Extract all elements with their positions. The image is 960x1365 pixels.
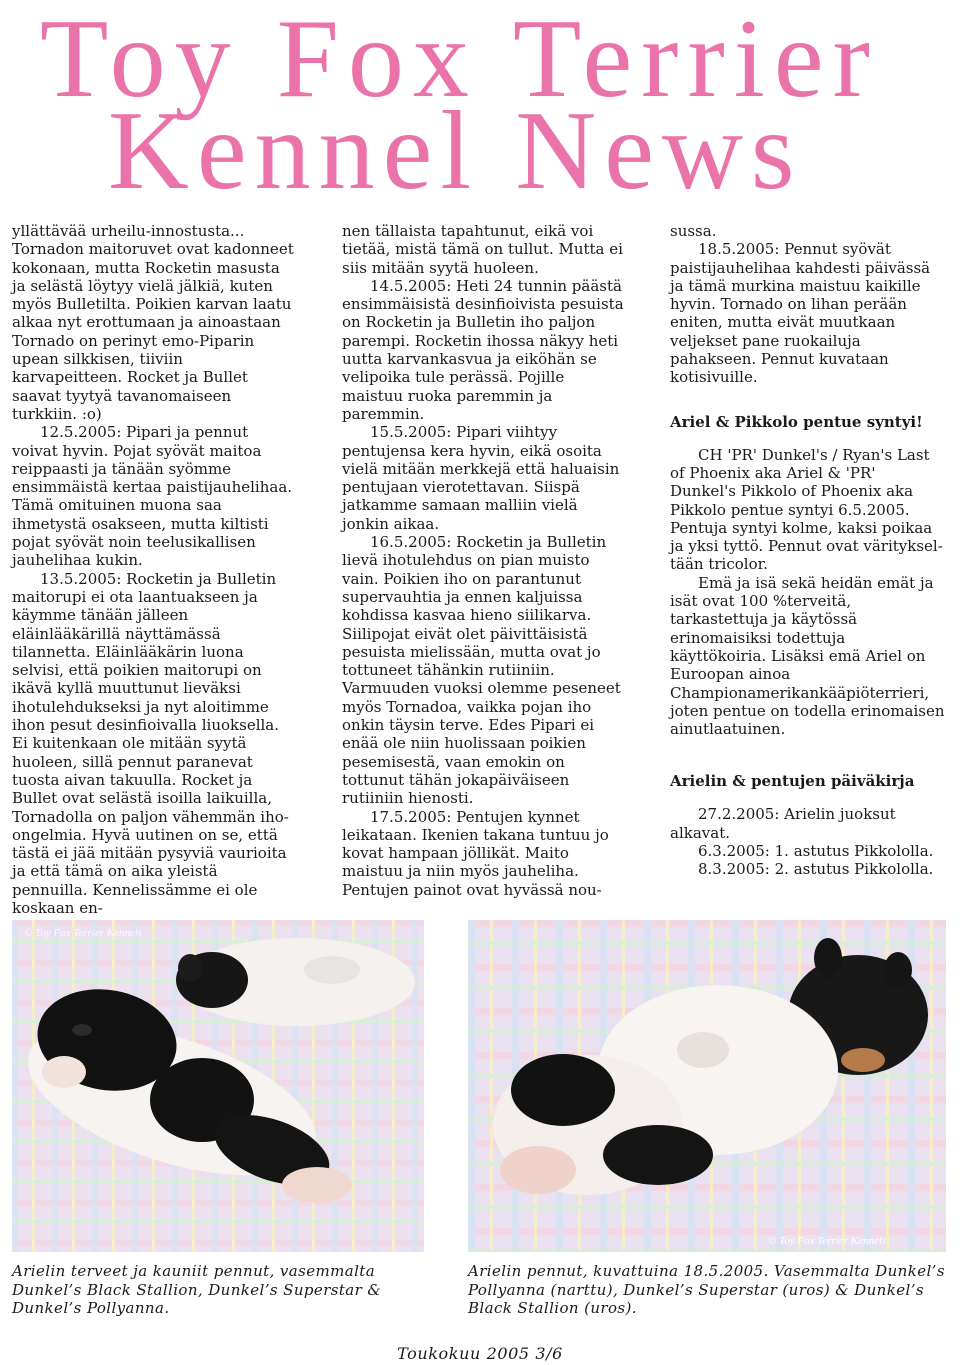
section-heading-diary: Arielin & pentujen päiväkirja (670, 772, 915, 791)
photo-caption-right: Arielin pennut, kuvattuina 18.5.2005. Vasemmalta Dunkel’s Pollyanna (narttu), Dunkel’s Superstar (uros) & Dunkel’s Black Stallion (uros). (468, 1262, 945, 1317)
masthead-line-1: Toy Fox Terrier (40, 0, 879, 121)
column2-paragraph: 14.5.2005: Heti 24 tunnin päästä ensimmäisistä desinfioivista pesuista on Rocketin ja Bulletin iho paljon parempi. Rocketin ihossa näkyy heti uutta karvankasvua ja eiköhän se velipoika tule perässä. Pojille maistuu ruoka paremmin ja paremmin. (342, 276, 624, 423)
diary-entry: 27.2.2005: Arielin juoksut alkavat. (670, 805, 896, 842)
photo-caption-left: Arielin terveet ja kauniit pennut, vasemmalta Dunkel’s Black Stallion, Dunkel’s Superstar & Dunkel’s Pollyanna. (12, 1262, 382, 1317)
column1-paragraph: 13.5.2005: Rocketin ja Bulletin maitorupi ei ota laantuakseen ja käymme tänään jälleen eläinlääkärillä näyttämässä tilannetta. Eläinlääkärin luona selvisi, että poikien maitorupi on ikävä kyllä muuttunut lieväksi ihotulehdukseksi ja nyt aloitimme ihon pesut desinfioivalla liuoksella. Ei kuitenkaan ole mitään syytä huoleen, sillä pennut paranevat tuosta aivan takuulla. Rocket ja Bullet ovat selästä isoilla laikuilla, Tornadolla on paljon vähemmän iho-ongelmia. Hyvä uutinen on se, että tästä ei jää mitään pysyviä vaurioita ja että tämä on aika yleistä pennuilla. Kennelissämme ei ole koskaan en- (12, 569, 289, 917)
article-column-3 (670, 222, 946, 879)
puppies-illustration (12, 920, 424, 1252)
article-column-1 (12, 222, 294, 917)
column1-paragraph: 12.5.2005: Pipari ja pennut voivat hyvin. Pojat syövät maitoa reippaasti ja tänään syömme ensimmäistä kertaa paistijauhelihaa. Tämä omituinen muona saa ihmetystä osakseen, mutta kiltisti pojat syövät noin teelusikallisen jauhelihaa kukin. (12, 423, 293, 570)
column3-paragraph: CH 'PR' Dunkel's / Ryan's Last of Phoenix aka Ariel & 'PR' Dunkel's Pikkolo of Phoenix aka Pikkolo pentue syntyi 6.5.2005. Pentuja syntyi kolme, kaksi poikaa ja yksi tyttö. Pennut ovat väritykseltään tricolor. (670, 445, 943, 574)
column2-paragraph: 15.5.2005: Pipari viihtyy pentujensa kera hyvin, eikä osoita vielä mitään merkkejä että haluaisin pentujaan vierotettavan. Siispä jatkamme samaan malliin vielä jonkin aikaa. (342, 423, 620, 533)
masthead-line-2: Kennel News (108, 89, 803, 213)
page-footer: Toukokuu 2005 3/6 (397, 1344, 563, 1363)
diary-entry: 6.3.2005: 1. astutus Pikkololla. (698, 842, 934, 861)
photo-watermark: © Toy Fox Terrier Kennels (24, 927, 143, 939)
column3-paragraph: 18.5.2005: Pennut syövät paistijauhelihaa kahdesti päivässä ja tämä murkina maistuu kaikille hyvin. Tornado on lihan perään eniten, mutta eivät muutkaan veljekset pane ruokailuja pahakseen. Pennut kuvataan kotisivuille. (670, 240, 931, 387)
photo-watermark: © Toy Fox Terrier Kennels (768, 1235, 887, 1247)
column2-paragraph: 16.5.2005: Rocketin ja Bulletin lievä ihotulehdus on pian muisto vain. Poikien iho on parantunut supervauhtia ja ennen kaljuissa kohdissa kasvaa hieno siilikarva. Siilipojat eivät olet päivittäisistä pesuista mielissään, mutta ovat jo tottuneet tähänkin rutiiniin. Varmuuden vuoksi olemme peseneet myös Tornadoa, vaikka pojan iho onkin täysin terve. Edes Pipari ei enää ole niin huolissaan poikien pesemisestä, vaan emokin on tottunut tähän jokapäiväiseen rutiiniin hienosti. (342, 533, 621, 808)
puppies-photo-right (468, 920, 946, 1252)
section-heading-litter: Ariel & Pikkolo pentue syntyi! (670, 412, 923, 431)
diary-entry: 8.3.2005: 2. astutus Pikkololla. (698, 860, 934, 879)
column3-paragraph: Emä ja isä sekä heidän emät ja isät ovat 100 %terveitä, tarkastettuja ja käytössä erinomaisiksi todettuja käyttökoiria. Lisäksi emä Ariel on Euroopan ainoa Championamerikankääpiöterrieri, joten pentue on todella erinomaisen ainutlaatuinen. (670, 573, 945, 739)
article-column-2 (342, 222, 624, 899)
column1-paragraph: yllättävää urheilu-innostusta... Tornadon maitoruvet ovat kadonneet kokonaan, mutta Rocketin masusta ja selästä löytyy vielä jälkiä, kuten myös Bulletilta. Poikien karvan laatu alkaa nyt erottumaan ja ainoastaan Tornado on perinyt emo-Piparin upean silkkisen, tiiviin karvapeitteen. Rocket ja Bullet saavat tyytyä tavanomaiseen turkkiin. :o) (12, 222, 294, 423)
column3-intro: sussa. (670, 222, 717, 240)
column2-paragraph: 17.5.2005: Pentujen kynnet leikataan. Ikenien takana tuntuu jo kovat hampaan jöllikät. Maito maistuu ja niin myös jauheliha. Pentujen painot ovat hyvässä nou- (342, 807, 609, 899)
puppies-illustration (468, 920, 946, 1252)
puppies-photo-left (12, 920, 424, 1252)
column2-paragraph: nen tällaista tapahtunut, eikä voi tietää, mistä tämä on tullut. Mutta ei siis mitään syytä huoleen. (342, 222, 623, 277)
